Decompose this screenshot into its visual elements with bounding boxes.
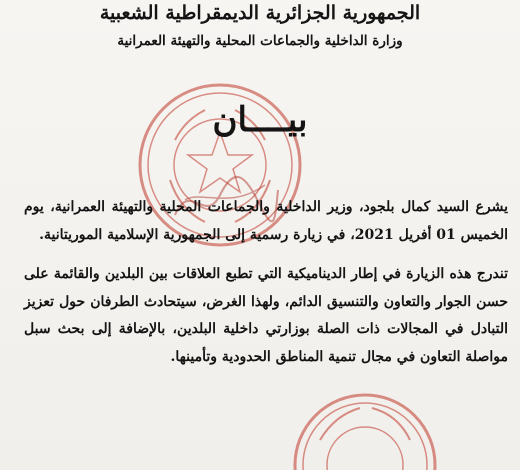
paragraph-1: يشرع السيد كمال بلجود، وزير الداخلية والجماعات المحلية والتهيئة العمرانية، يوم الخميس 01 أفريل 2021، في زيارة رسمية إلى الجمهورية الإسلامية الموريتانية. [24, 199, 508, 243]
bottom-stamp-icon [290, 390, 440, 470]
ministry-header: وزارة الداخلية والجماعات المحلية والتهيئة العمرانية [117, 33, 403, 49]
paragraph-2: تندرج هذه الزيارة في إطار الديناميكية التي تطبع العلاقات بين البلدين والقائمة على حسن الجوار والتعاون والتنسيق الدائم، ولهذا الغرض، سيتحادث الطرفان حول تعزيز التبادل في المجالات ذات الصلة بوزارتي داخلية البلدين، بالإضافة إلى بحث سبل مواصلة التعاون في مجال تنمية المناطق الحدودية وتأمينها. [24, 266, 508, 365]
statement-body [24, 194, 508, 371]
statement-title: بيــــان [212, 100, 308, 140]
republic-header: الجمهورية الجزائرية الديمقراطية الشعبية [99, 2, 421, 24]
